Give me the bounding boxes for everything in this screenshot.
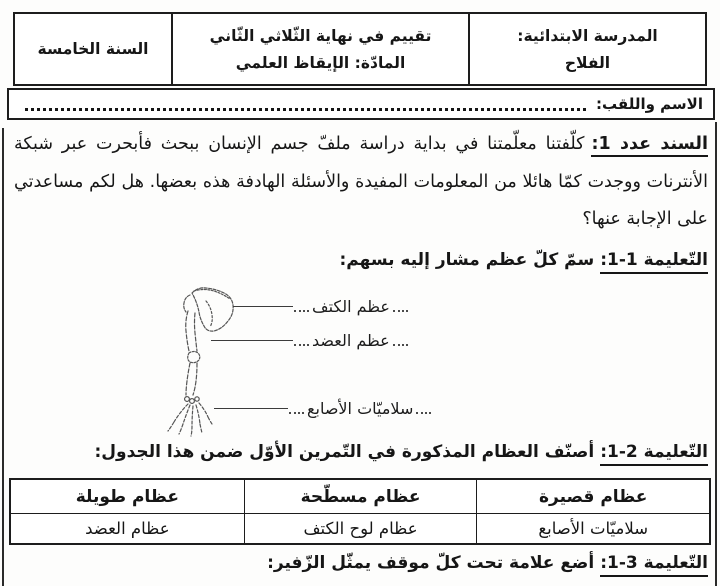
exercise1-paragraph	[14, 126, 708, 239]
page-frame-right	[715, 122, 717, 586]
column-header-short-bones: عظام قصيرة	[476, 480, 709, 513]
name-surname-label: الاسم واللقب:	[596, 95, 703, 113]
instruction-2-1	[14, 442, 708, 462]
exercise1-heading: السند عدد 1:	[591, 134, 708, 157]
column-header-flat-bones: عظام مسطّحة	[244, 480, 477, 513]
instruction-1-1-text: سمّ كلّ عظم مشار إليه بسهم:	[339, 250, 595, 270]
dot-leader	[294, 301, 309, 312]
instruction-2-1-text: أصنّف العظام المذكورة في التّمرين الأوّل ضمن هذا الجدول:	[94, 442, 595, 462]
pointer-line	[233, 306, 293, 307]
bone-label-phalanges: سلاميّات الأصابع	[307, 398, 414, 418]
instruction-3-1-text: أضع علامة تحت كلّ موقف يمثّل الزّفير:	[267, 553, 595, 573]
skeleton-arm-figure	[148, 281, 478, 439]
page-frame-left	[2, 128, 4, 586]
name-surname-row	[7, 88, 715, 120]
dot-leader	[416, 403, 431, 414]
school-year: السنة الخامسة	[37, 40, 149, 58]
cell-long-bones-answer: عظام العضد	[11, 513, 244, 543]
dot-leader	[393, 301, 408, 312]
dot-leader	[294, 335, 309, 346]
pointer-line	[211, 340, 293, 341]
bones-classification-table	[9, 478, 711, 545]
exam-header-table	[13, 12, 707, 86]
column-header-long-bones: عظام طويلة	[75, 486, 179, 507]
exercise1-text: كلّفتنا معلّمتنا في بداية دراسة ملفّ جسم الإنسان ببحث فأبحرت عبر شبكة الأنترنات ووجدت كمّا هائلا من المعلومات المفيدة والأسئلة الهادفة هذه بعضها. هل لكم مساعدتي على الإجابة عنها؟	[14, 134, 708, 229]
school-cell	[468, 14, 705, 84]
bone-label-scapula: عظم الكتف	[312, 296, 390, 316]
exam-title: تقييم في نهاية الثّلاثي الثّاني	[209, 26, 432, 45]
instruction-2-1-number: التّعليمة 2-1:	[600, 442, 708, 466]
instruction-1-1-number: التّعليمة 1-1:	[600, 250, 708, 274]
school-label: المدرسة الابتدائية:	[517, 26, 658, 45]
instruction-3-1	[14, 553, 708, 573]
name-fill-in-line	[25, 99, 586, 111]
school-name: الفلاح	[564, 53, 611, 72]
figure-label-phalanges	[214, 396, 432, 420]
cell-short-bones-answer: سلاميّات الأصابع	[476, 513, 709, 543]
instruction-3-1-number: التّعليمة 3-1:	[600, 553, 708, 577]
dot-leader	[289, 403, 304, 414]
cell-flat-bones-answer: عظام لوح الكتف	[244, 513, 477, 543]
figure-label-scapula	[233, 294, 409, 318]
exam-title-cell	[171, 14, 468, 84]
bone-label-humerus: عظم العضد	[312, 330, 390, 350]
dot-leader	[393, 335, 408, 346]
pointer-line	[214, 408, 288, 409]
figure-label-humerus	[211, 328, 409, 352]
exam-subject: المادّة: الإيقاظ العلمي	[235, 53, 406, 72]
year-cell	[15, 14, 171, 84]
instruction-1-1	[14, 250, 708, 270]
